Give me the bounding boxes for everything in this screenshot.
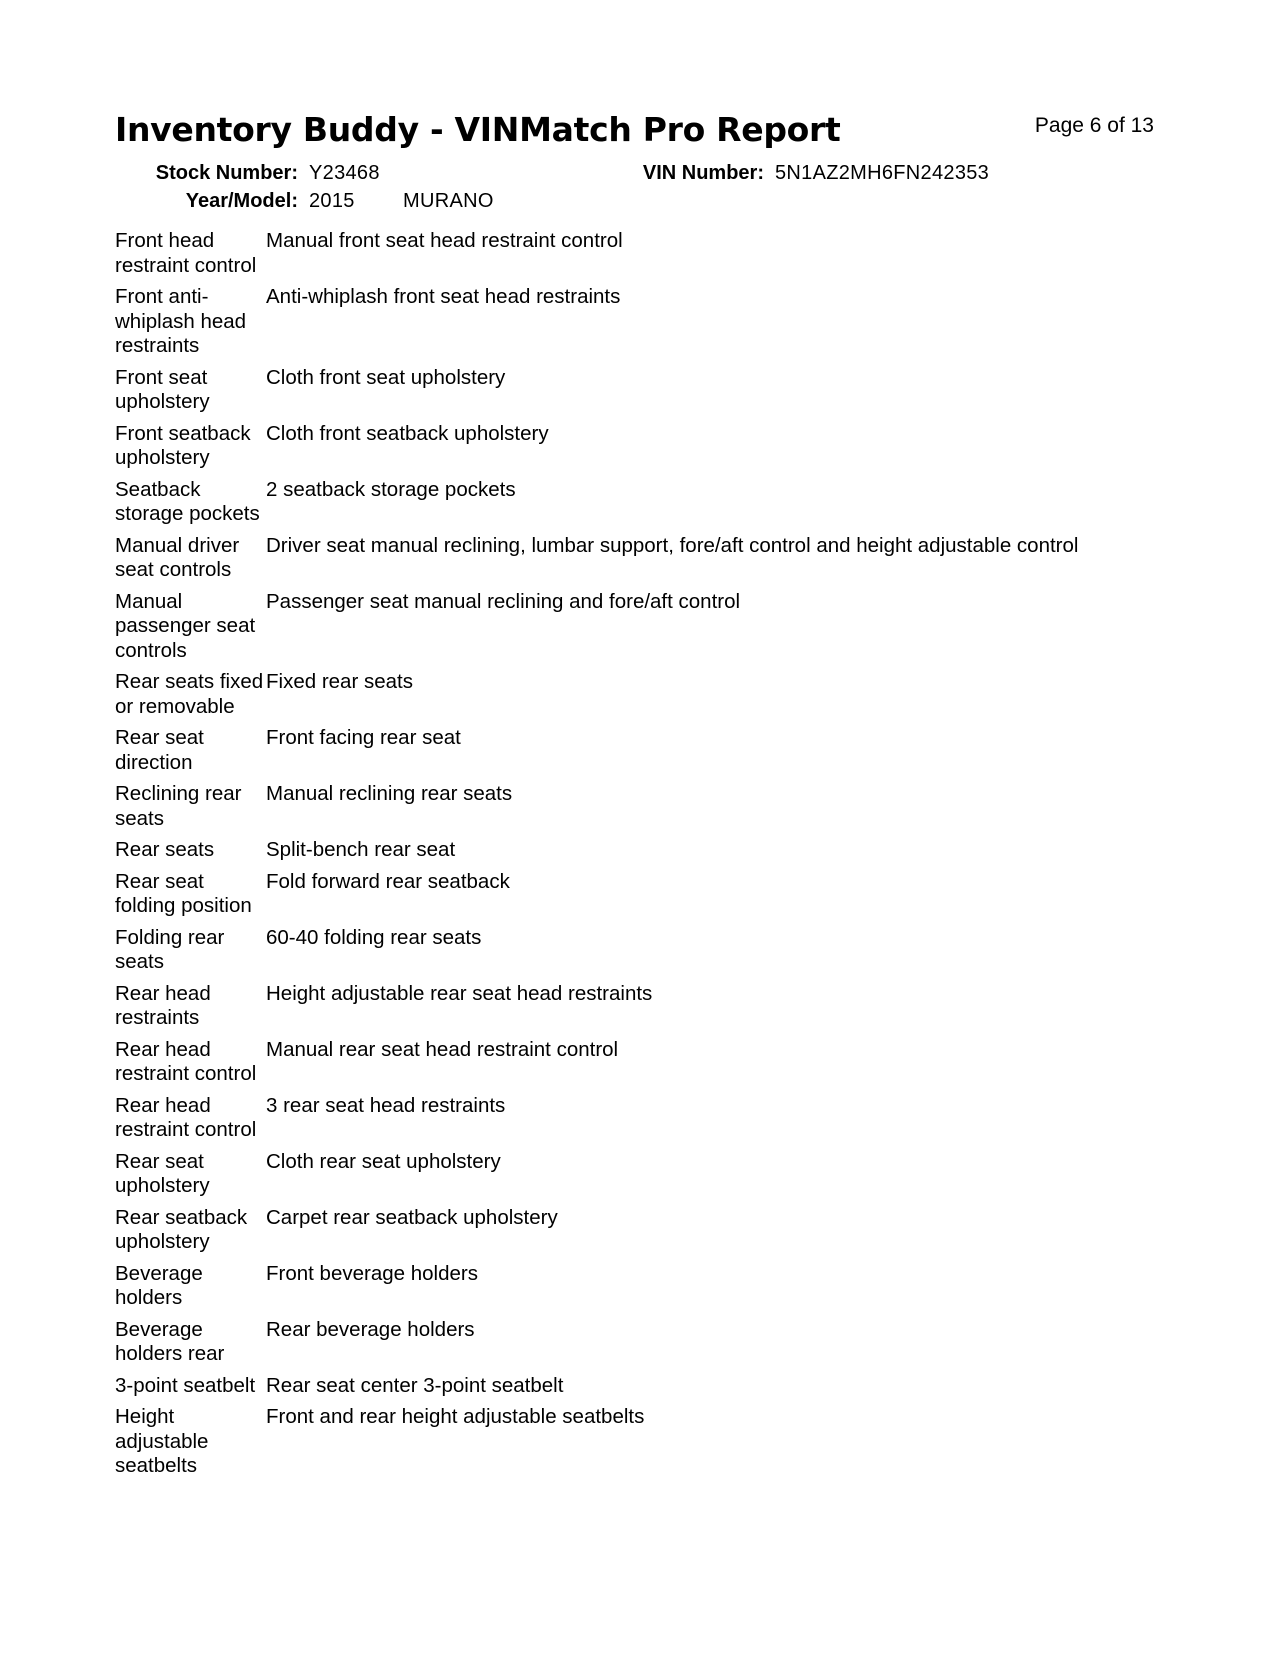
spec-label: Manual driver seat controls [115,533,240,581]
spec-value: Cloth front seatback upholstery [266,421,549,445]
spec-row [115,1405,1175,1479]
page-number: Page 6 of 13 [1034,114,1154,137]
spec-row [115,1038,1175,1087]
spec-value: Height adjustable rear seat head restraints [266,981,653,1005]
spec-label: Rear seat upholstery [115,1149,210,1197]
spec-row [115,926,1175,975]
spec-row [115,1206,1175,1255]
model-value: MURANO [403,190,494,212]
spec-value: Front beverage holders [266,1261,478,1285]
spec-row [115,726,1175,775]
vin-number-value: 5N1AZ2MH6FN242353 [775,162,990,184]
stock-number-value: Y23468 [309,162,380,184]
spec-row [115,229,1175,278]
spec-row [115,670,1175,719]
spec-label: Rear seatback upholstery [115,1205,248,1253]
spec-label: Rear head restraint control [115,1037,257,1085]
report-title: Inventory Buddy - VINMatch Pro Report [115,110,841,149]
spec-label: Manual passenger seat controls [115,589,256,662]
spec-row [115,838,1175,863]
spec-row [115,1374,1175,1399]
spec-value: Rear beverage holders [266,1317,475,1341]
year-model-label: Year/Model: [185,190,298,212]
spec-value: Cloth rear seat upholstery [266,1149,501,1173]
spec-label: Front anti-whiplash head restraints [115,285,247,357]
spec-row [115,366,1175,415]
spec-row [115,782,1175,831]
spec-value: Manual front seat head restraint control [266,229,623,252]
spec-label: Reclining rear seats [115,782,242,830]
spec-label: Rear seats [115,838,215,861]
spec-label: Rear seat folding position [115,869,252,917]
spec-label: Rear head restraint control [115,1093,257,1141]
spec-row [115,1318,1175,1367]
spec-label: Rear head restraints [115,981,211,1029]
spec-value: Passenger seat manual reclining and fore/aft control [266,589,741,613]
spec-label: Rear seat direction [115,726,204,774]
spec-label: Rear seats fixed or removable [115,670,264,718]
spec-row [115,1150,1175,1199]
spec-label: 3-point seatbelt [115,1373,256,1397]
spec-value: Front and rear height adjustable seatbelts [266,1405,645,1428]
spec-value: Fold forward rear seatback [266,869,510,893]
stock-number-label: Stock Number: [155,162,298,184]
spec-value: Fixed rear seats [266,670,413,693]
spec-value: Driver seat manual reclining, lumbar support, fore/aft control and height adjustable control [266,533,1079,557]
spec-label: Front head restraint control [115,229,257,277]
spec-value: 3 rear seat head restraints [266,1093,506,1117]
spec-label: Seatback storage pockets [115,477,260,525]
spec-label: Height adjustable seatbelts [115,1405,209,1477]
spec-value: Rear seat center 3-point seatbelt [266,1373,564,1397]
spec-row [115,982,1175,1031]
spec-label: Beverage holders rear [115,1317,225,1365]
spec-value: 60-40 folding rear seats [266,925,482,949]
spec-value: Split-bench rear seat [266,838,456,861]
spec-row [115,478,1175,527]
spec-label: Front seat upholstery [115,365,210,413]
spec-value: Front facing rear seat [266,726,461,749]
spec-row [115,285,1175,359]
spec-label: Beverage holders [115,1261,203,1309]
spec-value: Anti-whiplash front seat head restraints [266,285,621,308]
spec-value: Carpet rear seatback upholstery [266,1205,558,1229]
spec-row [115,870,1175,919]
spec-value: Cloth front seat upholstery [266,365,506,389]
spec-row [115,1262,1175,1311]
spec-value: 2 seatback storage pockets [266,477,516,501]
spec-row [115,422,1175,471]
spec-row [115,1094,1175,1143]
spec-row [115,590,1175,664]
spec-label: Folding rear seats [115,925,225,973]
spec-value: Manual reclining rear seats [266,782,513,805]
year-value: 2015 [309,190,355,212]
spec-list [115,229,1175,1486]
spec-row [115,534,1175,583]
vin-number-label: VIN Number: [642,162,764,184]
spec-value: Manual rear seat head restraint control [266,1037,619,1061]
spec-label: Front seatback upholstery [115,421,251,469]
